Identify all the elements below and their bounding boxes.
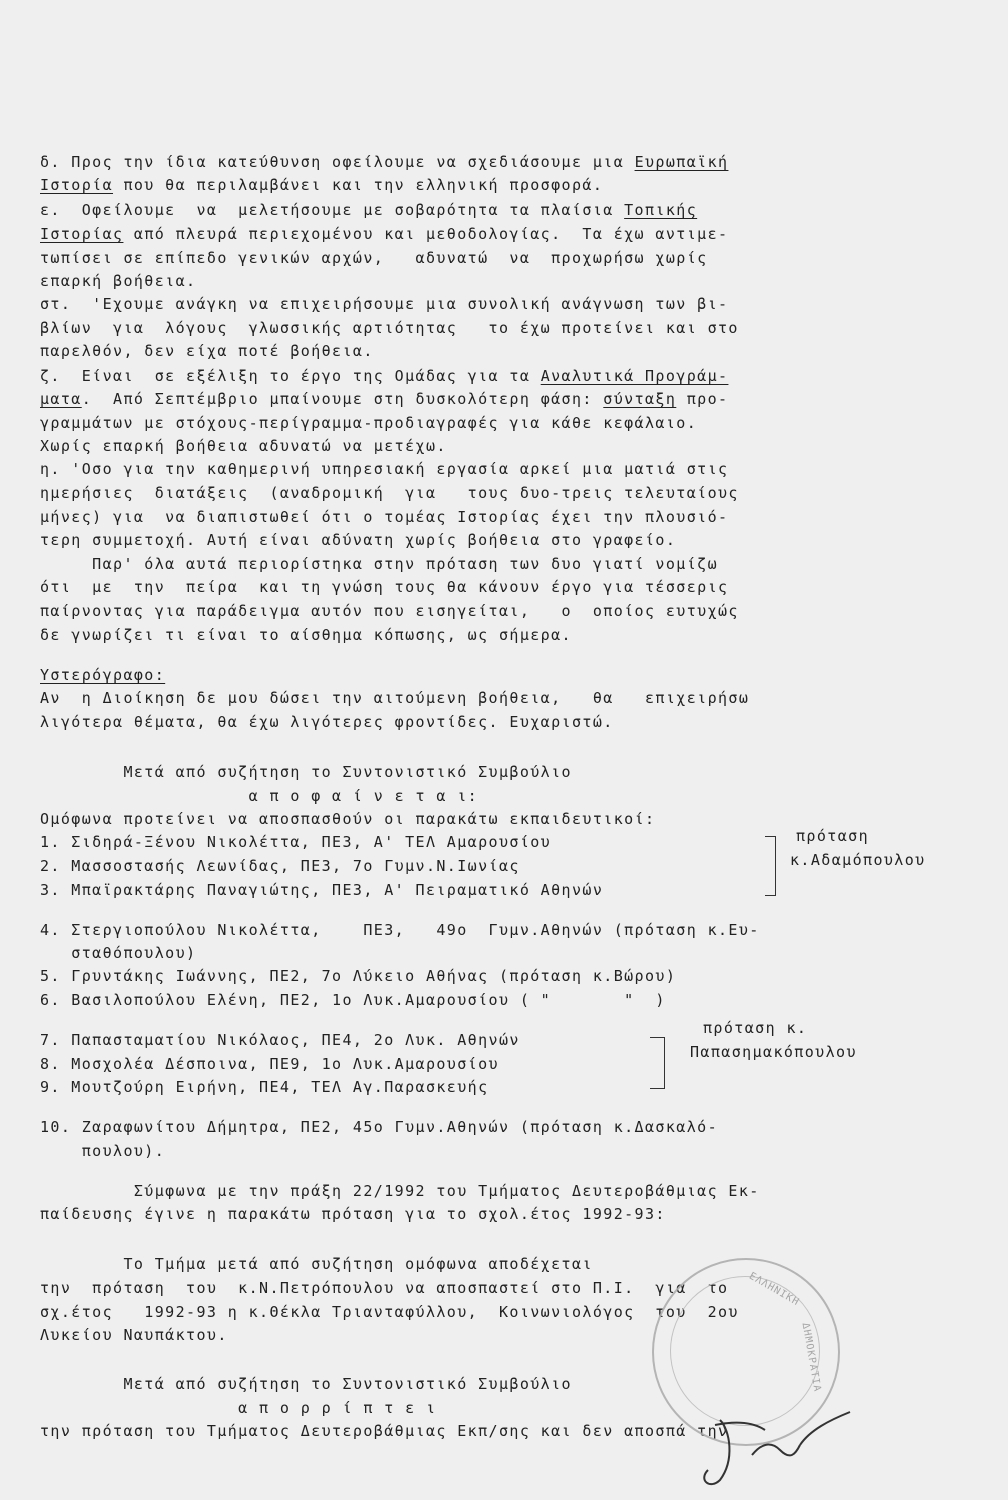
text-segment: που θα περιλαμβάνει και την ελληνική προσφορά. <box>113 176 604 194</box>
text-segment: 7. Παπασταματίου Νικόλαος, ΠΕ4, 2ο Λυκ. Αθηνών <box>40 1031 520 1049</box>
text-line <box>40 1254 593 1274</box>
text-line <box>40 856 520 876</box>
side-note-2-line1: πρόταση κ. <box>703 1019 808 1037</box>
text-segment: δε γνωρίζει τι είναι το αίσθημα κόπωσης, ως σήμερα. <box>40 626 572 644</box>
text-line <box>40 1302 739 1322</box>
text-segment: α π ο φ α ί ν ε τ α ι: <box>40 787 479 805</box>
text-line <box>40 762 572 782</box>
text-line <box>40 318 739 338</box>
text-segment: 3. Μπαϊρακτάρης Παναγιώτης, ΠΕ3, Α' Πειραματικό Αθηνών <box>40 881 604 899</box>
text-line <box>40 601 739 621</box>
text-line <box>40 809 655 829</box>
text-line <box>40 175 603 195</box>
text-line <box>40 1421 728 1441</box>
underlined-text: Τοπικής <box>624 201 698 219</box>
text-line <box>40 1054 499 1074</box>
text-segment: Μετά από συζήτηση το Συντονιστικό Συμβούλιο <box>40 1375 572 1393</box>
text-segment: παρελθόν, δεν είχα ποτέ βοήθεια. <box>40 342 374 360</box>
text-segment: 1. Σιδηρά-Ξένου Νικολέττα, ΠΕ3, Α' ΤΕΛ Αμαρουσίου <box>40 833 552 851</box>
text-segment: ζ. Είναι σε εξέλιξη το έργο της Ομάδας για τα <box>40 367 541 385</box>
text-line <box>40 271 196 291</box>
text-line <box>40 341 374 361</box>
text-segment: παίδευσης έγινε η παρακάτω πρόταση για το σχολ.έτος 1992-93: <box>40 1205 666 1223</box>
text-segment: 4. Στεργιοπούλου Νικολέττα, ΠΕ3, 49ο Γυμν.Αθηνών (πρόταση κ.Ευ- <box>40 921 760 939</box>
bracket-group-2 <box>650 1037 665 1089</box>
text-line <box>40 832 551 852</box>
underlined-text: Ιστορίας <box>40 225 124 243</box>
side-note-1-line1: πρόταση <box>796 827 870 845</box>
text-line <box>40 436 447 456</box>
text-segment: ε. Οφείλουμε να μελετήσουμε με σοβαρότητα τα πλαίσια <box>40 201 625 219</box>
handwritten-signature <box>690 1400 890 1500</box>
text-line <box>40 152 728 172</box>
underlined-text: ματα <box>40 390 82 408</box>
text-line <box>40 1278 728 1298</box>
text-line <box>40 1398 436 1418</box>
text-line <box>40 389 728 409</box>
text-line <box>40 786 478 806</box>
text-line <box>40 530 676 550</box>
text-segment: 5. Γρυντάκης Ιωάννης, ΠΕ2, 7ο Λύκειο Αθήνας (πρόταση κ.Βώρου) <box>40 967 677 985</box>
text-segment: Σύμφωνα με την πράξη 22/1992 του Τμήματος Δευτεροβάθμιας Εκ- <box>40 1182 760 1200</box>
text-line <box>40 554 718 574</box>
text-line <box>40 366 728 386</box>
text-line <box>40 1030 520 1050</box>
text-segment: τωπίσει σε επίπεδο γενικών αρχών, αδυνατώ να προχωρήσω χωρίς <box>40 249 708 267</box>
text-segment: την πρόταση του κ.Ν.Πετρόπουλου να αποσπαστεί στο Π.Ι. για το <box>40 1279 729 1297</box>
text-segment: γραμμάτων με στόχους-περίγραμμα-προδιαγραφές για κάθε κεφάλαιο. <box>40 414 698 432</box>
seal-text-side: ΔΗΜΟΚΡΑΤΙΑ <box>799 1321 823 1394</box>
text-line <box>40 625 572 645</box>
text-line <box>40 1325 228 1345</box>
text-segment: ημερήσιες διατάξεις (αναδρομική για τους δυο-τρεις τελευταίους <box>40 484 739 502</box>
text-line <box>40 1181 760 1201</box>
text-segment: ότι με την πείρα και τη γνώση τους θα κάνουν έργο για τέσσερις <box>40 578 729 596</box>
underlined-text: Αναλυτικά Προγράμ- <box>540 367 729 385</box>
text-segment: Το Τμήμα μετά από συζήτηση ομόφωνα αποδέχεται <box>40 1255 593 1273</box>
text-line <box>40 459 728 479</box>
text-segment: Αν η Διοίκηση δε μου δώσει την αιτούμενη βοήθεια, θα επιχειρήσω <box>40 689 750 707</box>
text-segment: Μετά από συζήτηση το Συντονιστικό Συμβούλιο <box>40 763 572 781</box>
text-line <box>40 943 196 963</box>
text-segment: η. 'Οσο για την καθημερινή υπηρεσιακή εργασία αρκεί μια ματιά στις <box>40 460 729 478</box>
text-line <box>40 413 697 433</box>
text-segment: . Από Σεπτέμβριο μπαίνουμε στη δυσκολότερη φάση: <box>81 390 604 408</box>
text-line <box>40 665 165 685</box>
text-line <box>40 966 676 986</box>
side-note-1-line2: κ.Αδαμόπουλου <box>790 851 926 869</box>
side-note-2-line2: Παπασημακόπουλου <box>690 1043 857 1061</box>
text-segment: από πλευρά περιεχομένου και μεθοδολογίας. Τα έχω αντιμε- <box>123 225 729 243</box>
text-line <box>40 507 728 527</box>
text-line <box>40 294 728 314</box>
text-line <box>40 1374 572 1394</box>
text-segment: 10. Ζαραφωνίτου Δήμητρα, ΠΕ2, 45ο Γυμν.Αθηνών (πρόταση κ.Δασκαλό- <box>40 1118 718 1136</box>
text-segment: την πρόταση του Τμήματος Δευτεροβάθμιας Εκπ/σης και δεν αποσπά την <box>40 1422 729 1440</box>
text-segment: σχ.έτος 1992-93 η κ.Θέκλα Τριανταφύλλου, Κοινωνιολόγος του 2ου <box>40 1303 739 1321</box>
text-line <box>40 248 708 268</box>
text-line <box>40 200 697 220</box>
text-line <box>40 577 728 597</box>
text-segment: δ. Προς την ίδια κατεύθυνση οφείλουμε να σχεδιάσουμε μια <box>40 153 635 171</box>
seal-text-top: ΕΛΛΗΝΙΚΗ <box>747 1270 802 1309</box>
text-line <box>40 1141 165 1161</box>
text-segment: προ- <box>676 390 729 408</box>
underlined-text: Ευρωπαϊκή <box>634 153 729 171</box>
text-segment: 6. Βασιλοπούλου Ελένη, ΠΕ2, 1ο Λυκ.Αμαρουσίου ( " " ) <box>40 991 666 1009</box>
text-line <box>40 224 728 244</box>
text-segment: παίρνοντας για παράδειγμα αυτόν που εισηγείται, ο οποίος ευτυχώς <box>40 602 739 620</box>
underlined-text: Ιστορία <box>40 176 114 194</box>
text-segment: Παρ' όλα αυτά περιορίστηκα στην πρόταση των δυο γιατί νομίζω <box>40 555 718 573</box>
text-segment: βλίων για λόγους γλωσσικής αρτιότητας το έχω προτείνει και στο <box>40 319 739 337</box>
text-segment: τερη συμμετοχή. Αυτή είναι αδύνατη χωρίς βοήθεια στο γραφείο. <box>40 531 677 549</box>
text-line <box>40 712 614 732</box>
text-segment: στ. 'Εχουμε ανάγκη να επιχειρήσουμε μια συνολική ανάγνωση των βι- <box>40 295 729 313</box>
text-line <box>40 1204 666 1224</box>
underlined-text: σύνταξη <box>603 390 677 408</box>
text-segment: επαρκή βοήθεια. <box>40 272 197 290</box>
text-segment: 8. Μοσχολέα Δέσποινα, ΠΕ9, 1ο Λυκ.Αμαρουσίου <box>40 1055 499 1073</box>
text-segment: Χωρίς επαρκή βοήθεια αδυνατώ να μετέχω. <box>40 437 447 455</box>
text-segment: Λυκείου Ναυπάκτου. <box>40 1326 228 1344</box>
text-line <box>40 1117 718 1137</box>
text-segment: λιγότερα θέματα, θα έχω λιγότερες φροντίδες. Ευχαριστώ. <box>40 713 614 731</box>
text-line <box>40 688 749 708</box>
text-segment: 9. Μουτζούρη Ειρήνη, ΠΕ4, ΤΕΛ Αγ.Παρασκευής <box>40 1078 489 1096</box>
bracket-group-1 <box>765 836 776 896</box>
text-segment: Ομόφωνα προτείνει να αποσπασθούν οι παρακάτω εκπαιδευτικοί: <box>40 810 656 828</box>
text-segment: μήνες) για να διαπιστωθεί ότι ο τομέας Ιστορίας έχει την πλουσιό- <box>40 508 729 526</box>
text-line <box>40 990 666 1010</box>
text-line <box>40 880 603 900</box>
text-segment: α π ο ρ ρ ί π τ ε ι <box>40 1399 437 1417</box>
text-segment: 2. Μασσοστασής Λεωνίδας, ΠΕ3, 7ο Γυμν.Ν.Ιωνίας <box>40 857 520 875</box>
text-line <box>40 483 739 503</box>
text-line <box>40 920 760 940</box>
text-segment: πουλου). <box>40 1142 166 1160</box>
underlined-text: Υστερόγραφο: <box>40 666 166 684</box>
text-segment: σταθόπουλου) <box>40 944 197 962</box>
text-line <box>40 1077 489 1097</box>
